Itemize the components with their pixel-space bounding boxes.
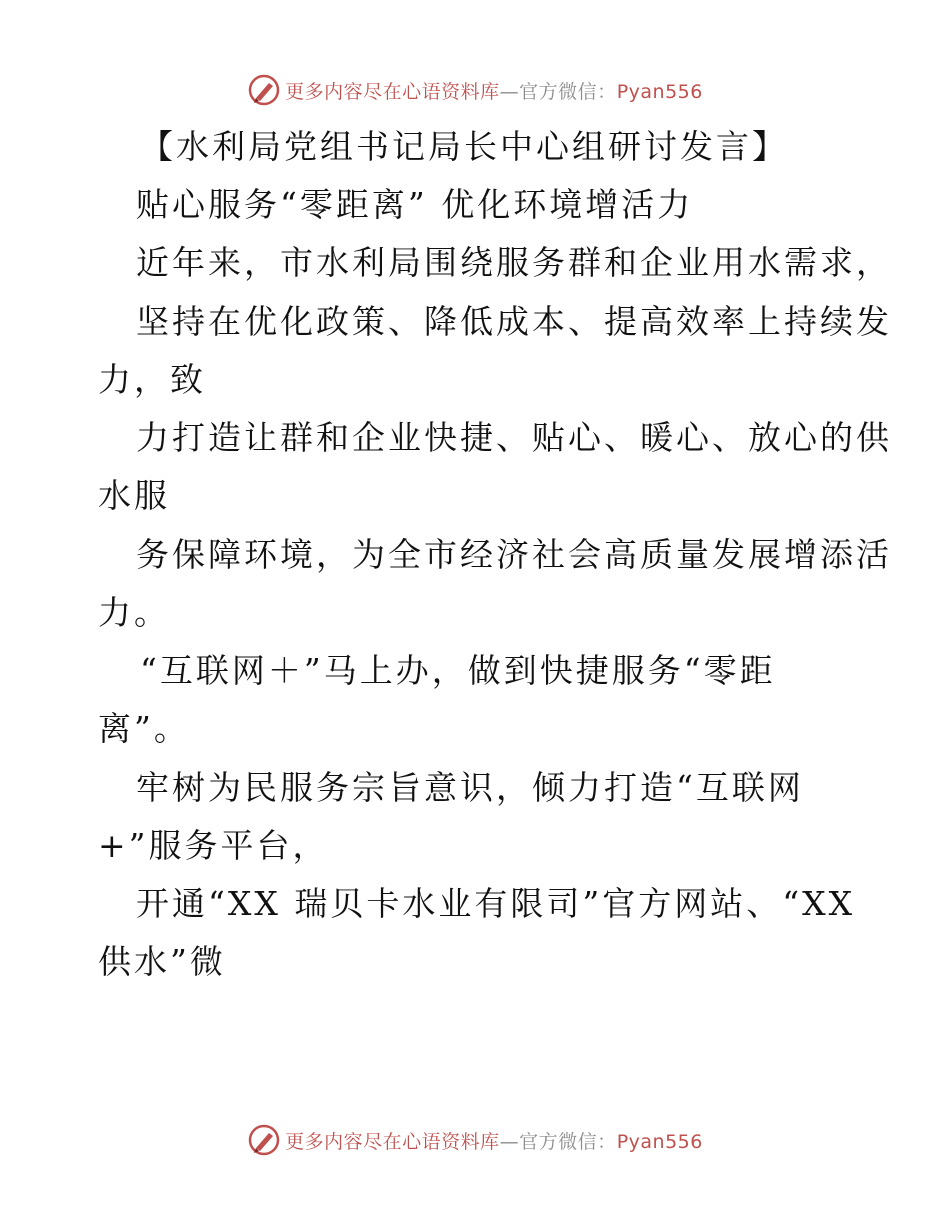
paragraph-line: 力打造让群和企业快捷、贴心、暖心、放心的供 — [136, 418, 892, 457]
wechat-id: Pyan556 — [616, 1130, 703, 1153]
banner-text — [285, 1127, 703, 1154]
banner-dash: — — [499, 1130, 520, 1153]
wechat-label: 官方微信： — [519, 80, 617, 103]
paragraph-line: 离”。 — [98, 709, 190, 748]
paragraph-line: 务保障环境，为全市经济社会高质量发展增添活 — [136, 535, 892, 574]
paragraph-line: 牢树为民服务宗旨意识，倾力打造“互联网 — [136, 768, 804, 807]
paragraph-line: 力，致 — [98, 360, 206, 399]
paragraph-line: 近年来，市水利局围绕服务群和企业用水需求， — [136, 243, 892, 282]
wechat-id: Pyan556 — [616, 80, 703, 103]
footer-banner — [0, 1120, 950, 1160]
paragraph-line: +”服务平台， — [98, 826, 329, 865]
paragraph-line: 坚持在优化政策、降低成本、提高效率上持续发 — [136, 302, 892, 341]
document-title: 【水利局党组书记局长中心组研讨发言】 — [140, 127, 788, 166]
paragraph-line: 供水”微 — [98, 942, 226, 981]
paragraph-line: 开通“XX 瑞贝卡水业有限司”官方网站、“XX — [136, 884, 856, 923]
pen-logo-icon — [247, 1123, 281, 1157]
paragraph-line: 水服 — [98, 476, 170, 515]
promo-text: 更多内容尽在心语资料库 — [285, 80, 500, 103]
wechat-label: 官方微信： — [519, 1130, 617, 1153]
paragraph-line: 力。 — [98, 593, 170, 632]
banner-dash: — — [499, 80, 520, 103]
paragraph-line: “互联网＋”马上办，做到快捷服务“零距 — [140, 651, 776, 690]
promo-text: 更多内容尽在心语资料库 — [285, 1130, 500, 1153]
document-subtitle: 贴心服务“零距离” 优化环境增活力 — [136, 185, 694, 224]
